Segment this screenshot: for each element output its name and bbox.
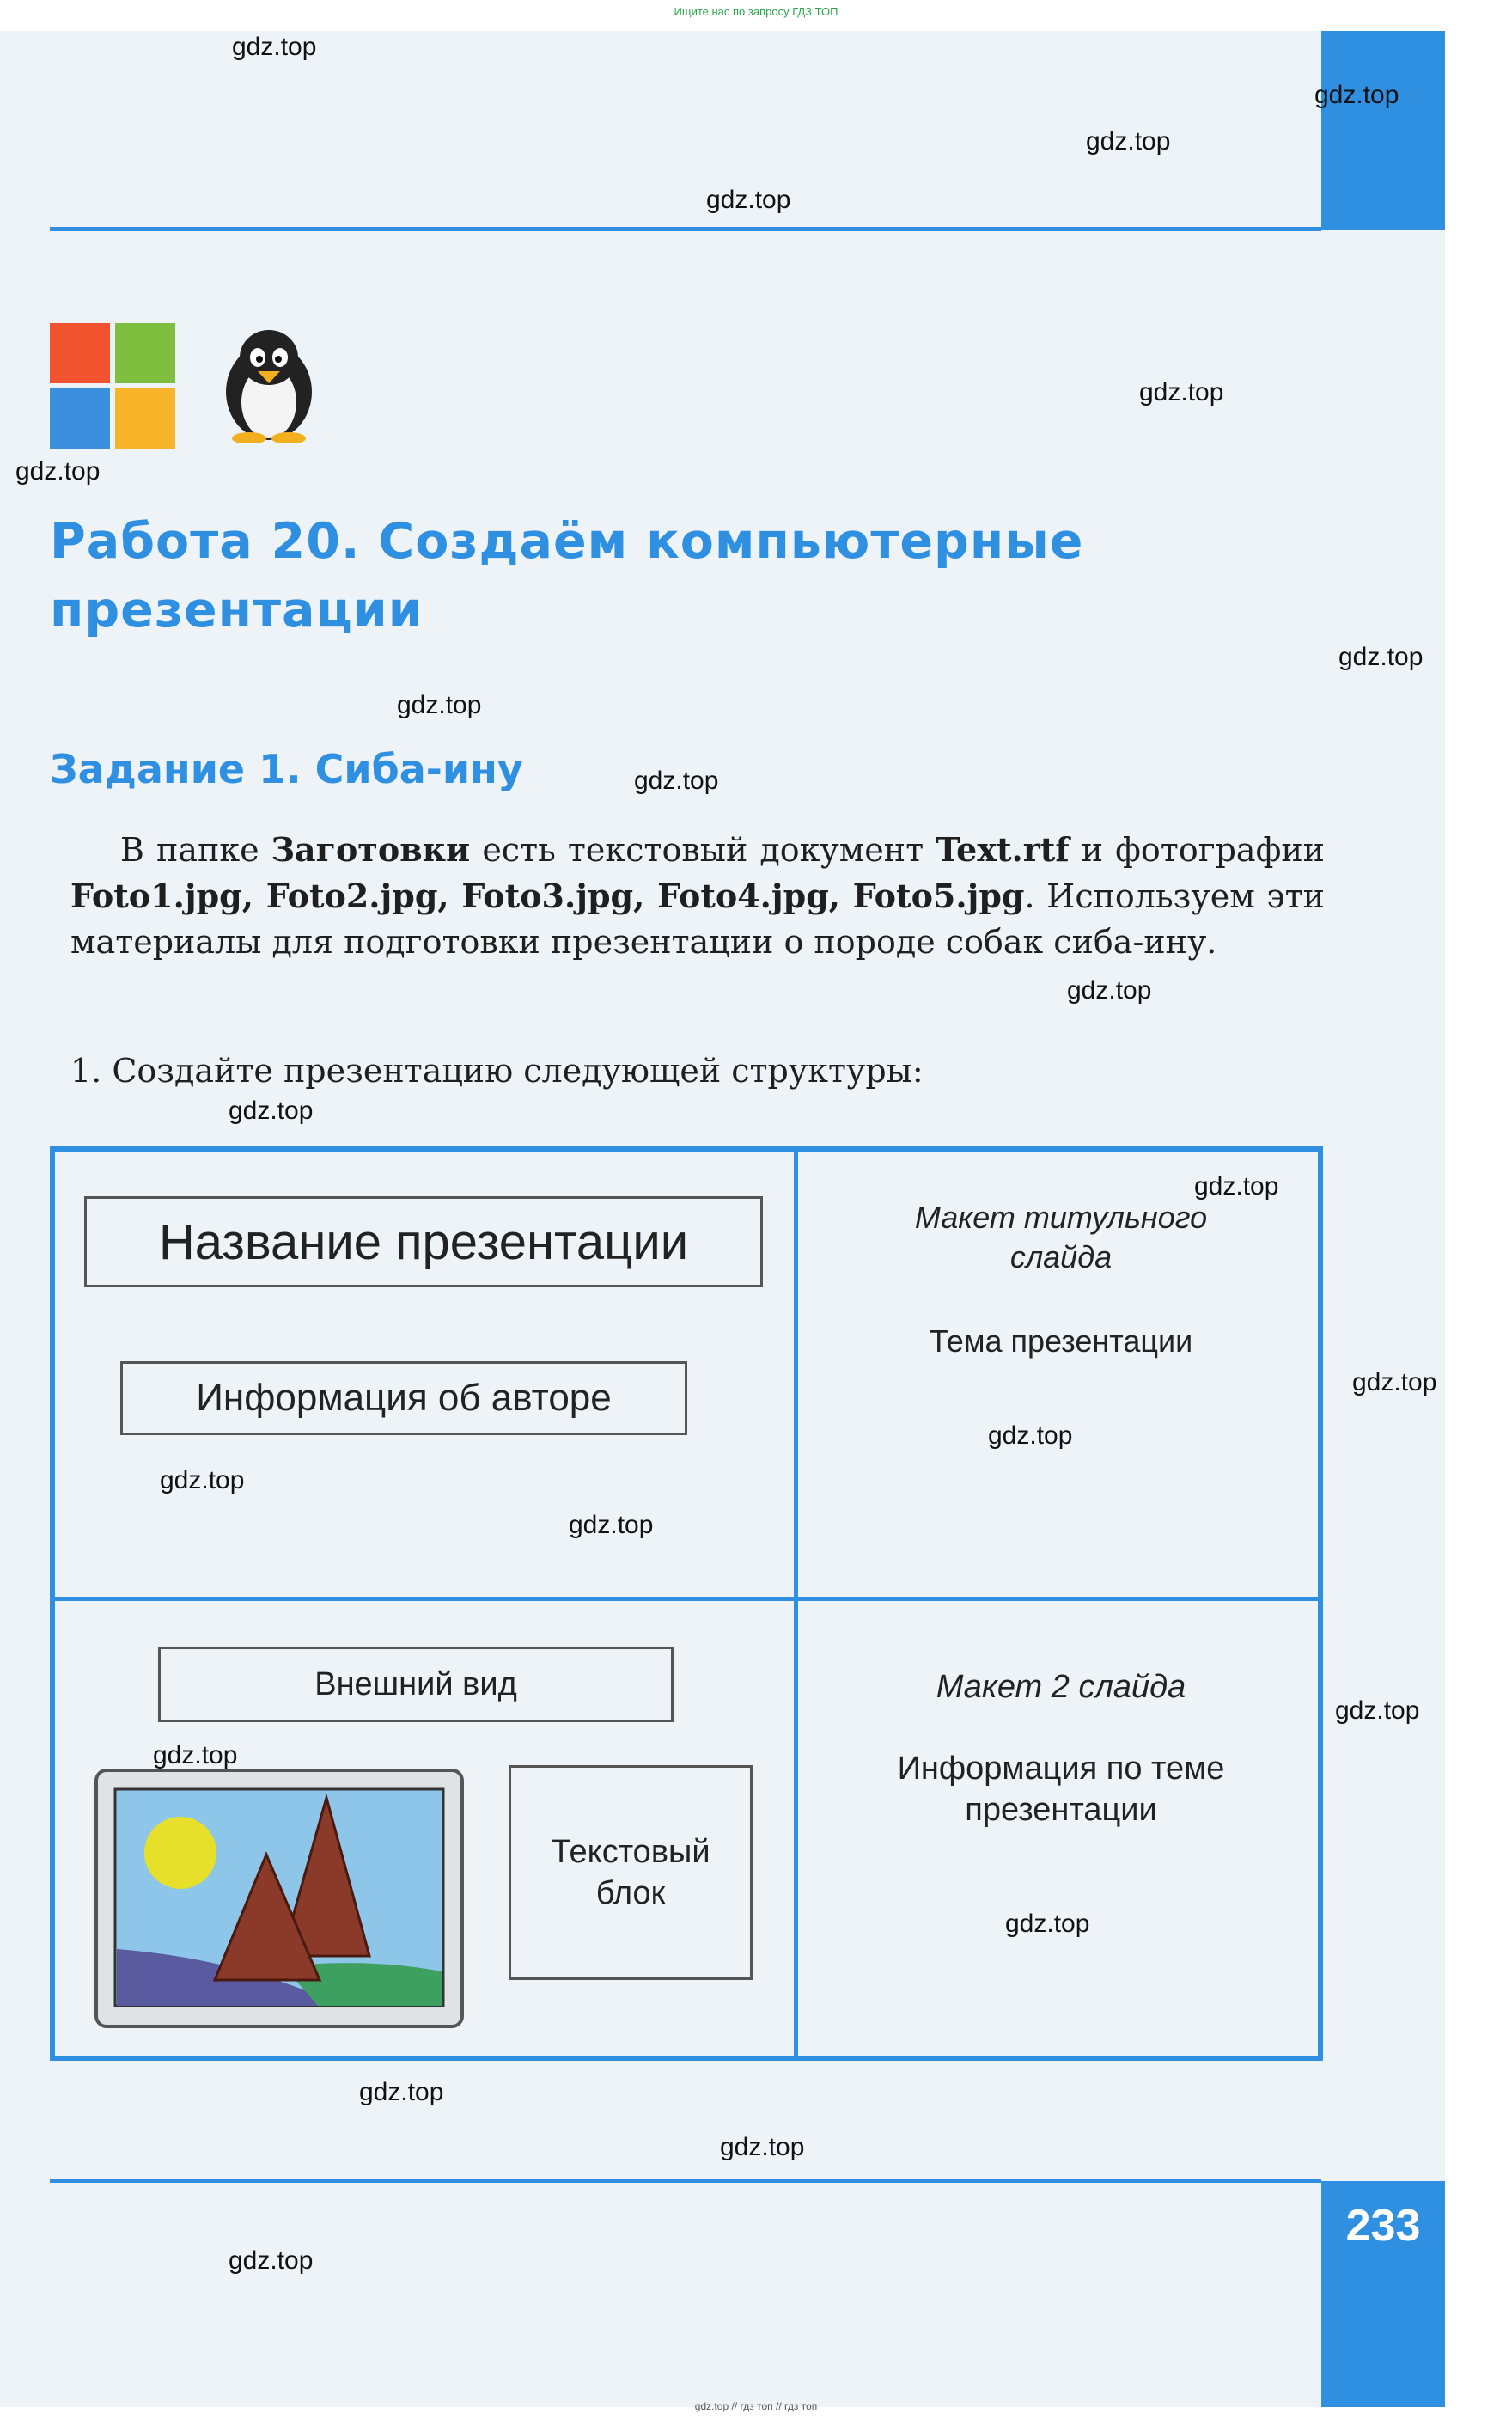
task-heading: Задание 1. Сиба-ину xyxy=(50,746,523,792)
watermark: gdz.top xyxy=(1352,1368,1437,1396)
watermark: gdz.top xyxy=(706,186,791,214)
header-note: Ищите нас по запросу ГДЗ ТОП xyxy=(674,5,838,18)
watermark: gdz.top xyxy=(988,1421,1073,1450)
watermark: gdz.top xyxy=(232,33,317,61)
watermark: gdz.top xyxy=(15,457,101,486)
title-box: Название презентации xyxy=(84,1196,763,1287)
diagram-horizontal-divider xyxy=(50,1597,1323,1601)
watermark: gdz.top xyxy=(1067,976,1152,1005)
watermark: gdz.top xyxy=(1194,1172,1279,1201)
logo-tile-blue xyxy=(50,388,110,449)
logo-tile-red xyxy=(50,323,110,383)
diagram-vertical-divider xyxy=(794,1146,798,2061)
page-number: 233 xyxy=(1345,2201,1421,2251)
header-rule xyxy=(50,227,1321,231)
watermark: gdz.top xyxy=(160,1466,245,1494)
picture-placeholder-icon xyxy=(94,1769,464,2028)
footer-note: gdz.top // гдз топ // гдз топ xyxy=(694,2400,818,2412)
watermark: gdz.top xyxy=(1335,1696,1420,1725)
footer-rule xyxy=(50,2179,1321,2183)
slide2-layout-label: Макет 2 слайда xyxy=(936,1669,1186,1705)
step-1: 1. Создайте презентацию следующей структуры: xyxy=(70,1052,924,1090)
task-paragraph: В папке Заготовки есть текстовый документ Text.rtf и фотографии Foto1.jpg, Foto2.jpg, Foto3.jpg, Foto4.jpg, Foto5.jpg. Используем эти материалы для подготовки презентации о породе собак сиба-ину. xyxy=(70,830,1325,961)
top-right-tab xyxy=(1321,31,1445,230)
logo-tile-yellow xyxy=(115,388,175,449)
watermark: gdz.top xyxy=(1086,127,1171,156)
watermark: gdz.top xyxy=(359,2078,444,2106)
watermark: gdz.top xyxy=(1139,378,1224,406)
watermark: gdz.top xyxy=(569,1511,654,1539)
watermark: gdz.top xyxy=(1338,643,1424,671)
info-label: Информация по теме презентации xyxy=(897,1751,1225,1828)
penguin-icon xyxy=(213,323,325,443)
topic-label: Тема презентации xyxy=(929,1323,1193,1359)
watermark: gdz.top xyxy=(1314,81,1399,109)
watermark: gdz.top xyxy=(720,2133,805,2161)
watermark: gdz.top xyxy=(634,767,719,795)
author-box: Информация об авторе xyxy=(120,1361,687,1435)
watermark: gdz.top xyxy=(229,2246,314,2275)
watermark: gdz.top xyxy=(153,1741,238,1769)
watermark: gdz.top xyxy=(229,1097,314,1125)
title-slide-layout-label: Макет титульного слайда xyxy=(914,1200,1208,1274)
appearance-box: Внешний вид xyxy=(158,1647,674,1722)
text-block-box: Текстовый блок xyxy=(509,1765,753,1980)
watermark: gdz.top xyxy=(1005,1910,1090,1938)
page-title: Работа 20. Создаём компьютерные презентации xyxy=(50,513,1084,639)
watermark: gdz.top xyxy=(397,691,482,719)
logo-tile-green xyxy=(115,323,175,383)
